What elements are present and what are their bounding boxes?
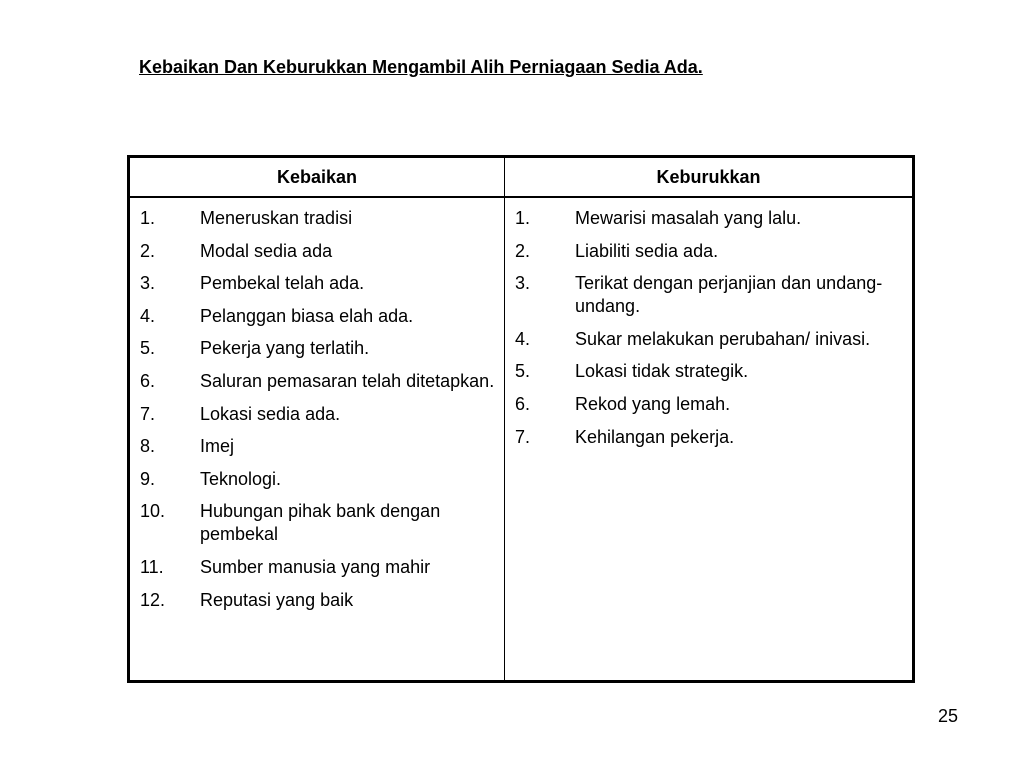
list-item-number: 1. [140, 208, 156, 228]
list-item-text: Hubungan pihak bank dengan pembekal [200, 501, 441, 545]
list-item-text: Pembekal telah ada. [200, 273, 365, 294]
list-item-text: Terikat dengan perjanjian dan undang-undang. [575, 273, 883, 317]
list-item-text: Saluran pemasaran telah ditetapkan. [200, 370, 495, 391]
list-item-text: Pelanggan biasa elah ada. [200, 305, 414, 326]
list-item-text: Liabiliti sedia ada. [575, 240, 719, 261]
list-item-number: 8. [140, 436, 156, 457]
list-item-number: 3. [515, 273, 531, 294]
list-item-text: Imej [200, 436, 235, 457]
page-number: 25 [938, 706, 959, 726]
list-item-text: Pekerja yang terlatih. [200, 338, 370, 359]
list-item [130, 403, 504, 426]
list-item-text: Lokasi sedia ada. [200, 403, 341, 424]
list-item-text: Teknologi. [200, 468, 282, 489]
kebaikan-list [130, 198, 505, 680]
header-kebaikan: Kebaikan [130, 158, 505, 198]
list-item [130, 337, 504, 360]
list-item-text: Reputasi yang baik [200, 589, 354, 610]
list-item [130, 272, 504, 295]
list-item [505, 207, 912, 230]
list-item [130, 370, 504, 393]
list-item [130, 305, 504, 328]
list-item-number: 4. [515, 328, 531, 349]
list-item-number: 9. [140, 468, 156, 489]
list-item-text: Meneruskan tradisi [200, 208, 353, 228]
list-item-number: 2. [515, 240, 531, 261]
list-item [505, 426, 912, 449]
list-item [130, 207, 504, 230]
list-item-number: 7. [515, 426, 531, 447]
list-item-text: Lokasi tidak strategik. [575, 361, 749, 382]
comparison-table [127, 155, 915, 683]
list-item-number: 1. [515, 208, 531, 228]
list-item [505, 240, 912, 263]
list-item-text: Kehilangan pekerja. [575, 426, 735, 447]
list-item-text: Mewarisi masalah yang lalu. [575, 208, 802, 228]
list-item-number: 6. [140, 370, 156, 391]
list-item [130, 500, 504, 546]
list-item [505, 360, 912, 383]
list-item-number: 5. [515, 361, 531, 382]
list-item-text: Sumber manusia yang mahir [200, 556, 431, 577]
list-item-number: 11. [140, 556, 164, 577]
list-item-number: 3. [140, 273, 156, 294]
list-item-number: 2. [140, 240, 156, 261]
list-item-number: 10. [140, 501, 166, 522]
list-item-number: 12. [140, 589, 166, 610]
list-item-number: 7. [140, 403, 156, 424]
list-item-text: Rekod yang lemah. [575, 393, 731, 414]
keburukkan-list [505, 198, 912, 680]
list-item-number: 4. [140, 305, 156, 326]
list-item-text: Modal sedia ada [200, 240, 333, 261]
list-item-text: Sukar melakukan perubahan/ inivasi. [575, 328, 871, 349]
list-item [505, 272, 912, 318]
list-item-number: 6. [515, 393, 531, 414]
list-item [130, 589, 504, 612]
list-item [130, 556, 504, 579]
slide-title: Kebaikan Dan Keburukkan Mengambil Alih Perniagaan Sedia Ada. [139, 57, 703, 77]
list-item [505, 328, 912, 351]
list-item-number: 5. [140, 338, 156, 359]
list-item [130, 240, 504, 263]
list-item [505, 393, 912, 416]
header-keburukkan: Keburukkan [505, 158, 912, 198]
list-item [130, 468, 504, 491]
list-item [130, 435, 504, 458]
